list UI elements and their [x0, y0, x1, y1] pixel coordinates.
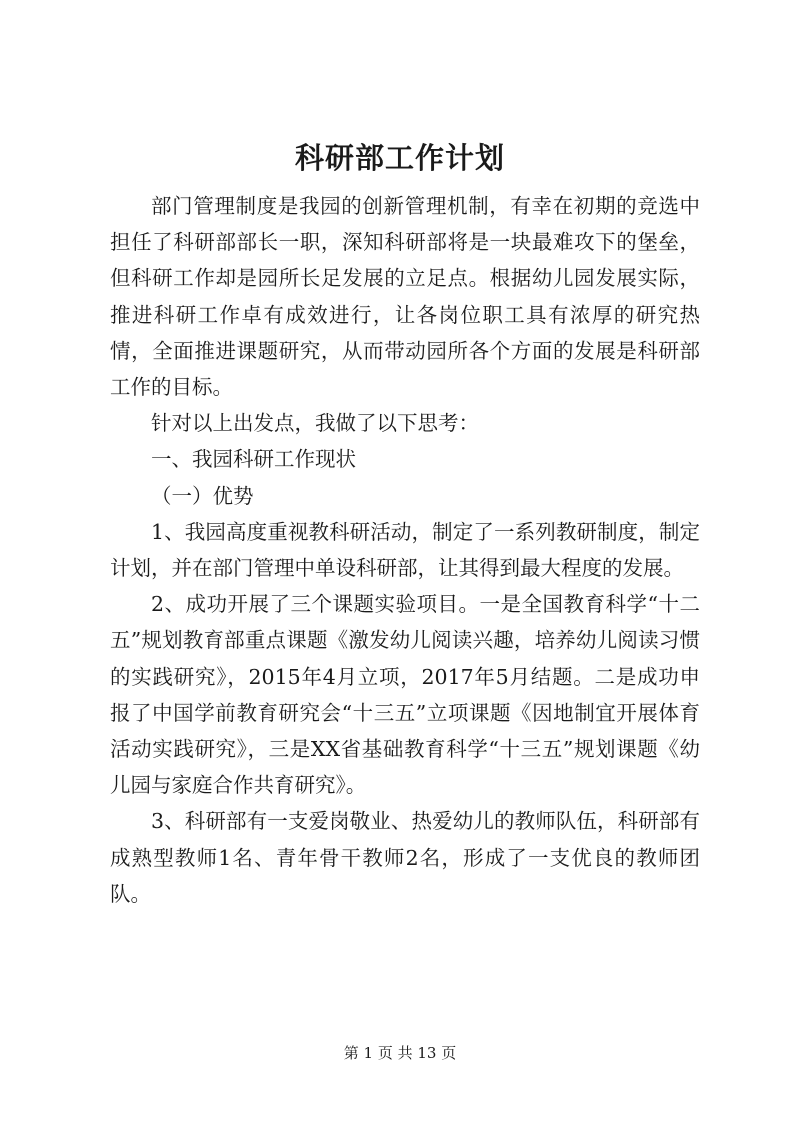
page-footer: 第 1 页 共 13 页 — [343, 1044, 457, 1062]
advantage-item-2: 2、成功开展了三个课题实验项目。一是全国教育科学“十二五”规划教育部重点课题《激发幼儿阅读兴趣，培养幼儿阅读习惯的实践研究》，2015年4月立项，2017年5月结题。二是成功申报了中国学前教育研究会“十三五”立项课题《因地制宜开展体育活动实践研究》，三是XX省基础教育科学“十三五”规划课题《幼儿园与家庭合作共育研究》。 — [110, 592, 700, 798]
paragraph-thoughts: 针对以上出发点，我做了以下思考： — [151, 411, 479, 436]
advantage-item-3: 3、科研部有一支爱岗敬业、热爱幼儿的教师队伍，科研部有成熟型教师1名、青年骨干教师2名，形成了一支优良的教师团队。 — [110, 809, 700, 906]
document-body — [110, 188, 700, 912]
subsection-heading-advantages: （一）优势 — [151, 483, 254, 508]
section-heading-current-status: 一、我园科研工作现状 — [151, 447, 356, 472]
advantage-item-1: 1、我园高度重视教科研活动，制定了一系列教研制度，制定计划，并在部门管理中单设科研部，让其得到最大程度的发展。 — [110, 519, 700, 581]
document-title: 科研部工作计划 — [294, 141, 505, 175]
paragraph-intro: 部门管理制度是我园的创新管理机制，有幸在初期的竞选中担任了科研部部长一职，深知科研部将是一块最难攻下的堡垒，但科研工作却是园所长足发展的立足点。根据幼儿园发展实际，推进科研工作卓有成效进行，让各岗位职工具有浓厚的研究热情，全面推进课题研究，从而带动园所各个方面的发展是科研部工作的目标。 — [110, 194, 700, 400]
